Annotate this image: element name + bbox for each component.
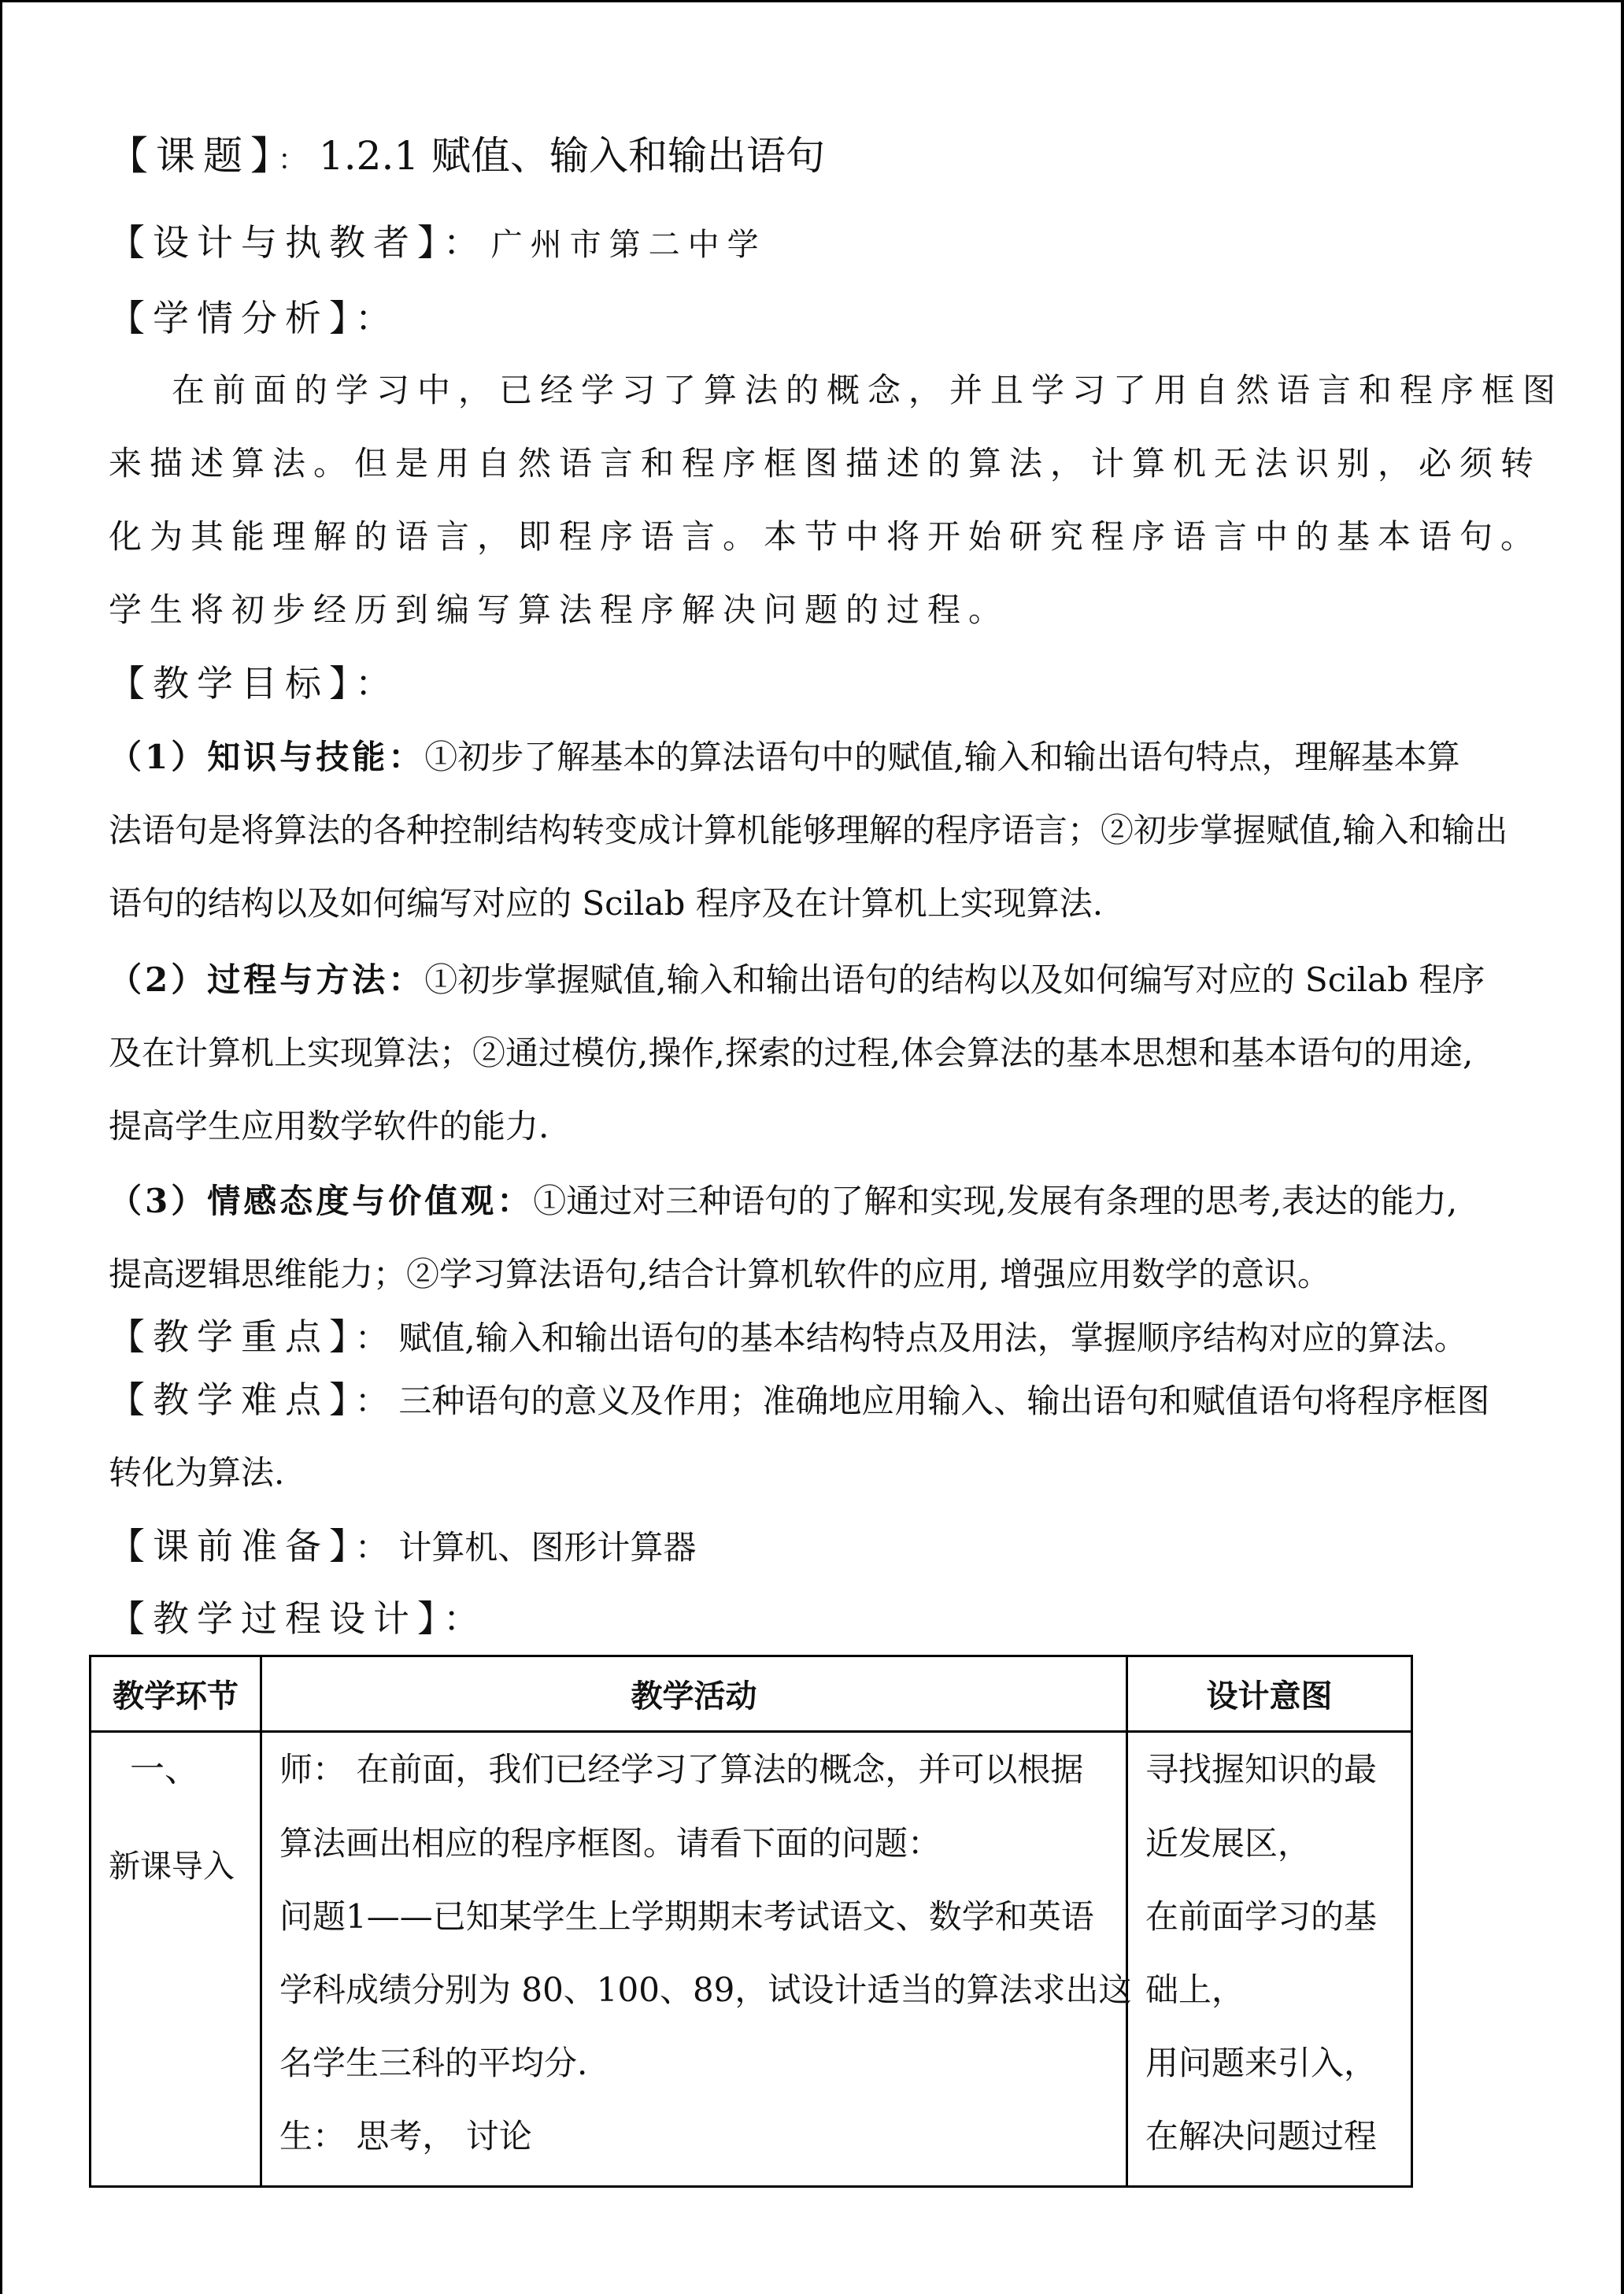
analysis-line-2: 来描述算法。但是用自然语言和程序框图描述的算法，计算机无法识别，必须转	[109, 444, 1542, 483]
difficulties-label: 【教学难点】	[109, 1378, 355, 1421]
goal-2-line-2: 及在计算机上实现算法；②通过模仿,操作,探索的过程,体会算法的基本思想和基本语句的用途,	[109, 1034, 1474, 1072]
designer-text: 广州市第二中学	[490, 227, 767, 263]
goal-3-line-2: 提高逻辑思维能力；②学习算法语句,结合计算机软件的应用, 增强应用数学的意识。	[109, 1255, 1331, 1293]
goal-2-line-1: （2）过程与方法：①初步掌握赋值,输入和输出语句的结构以及如何编写对应的 Scilab 程序	[109, 960, 1485, 999]
title-label: 【课题】	[109, 133, 278, 179]
difficulties-line: 【教学难点】： 三种语句的意义及作用；准确地应用输入、输出语句和赋值语句将程序框图	[109, 1378, 1490, 1421]
difficulties-cont: 转化为算法.	[109, 1453, 285, 1492]
activity-line-1: 师： 在前面，我们已经学习了算法的概念，并可以根据	[279, 1750, 1084, 1789]
analysis-line-3: 化为其能理解的语言，即程序语言。本节中将开始研究程序语言中的基本语句。	[109, 517, 1542, 556]
intent-line-2: 近发展区，	[1145, 1824, 1311, 1863]
designer-line: 【设计与执教者】： 广州市第二中学	[109, 221, 767, 264]
lesson-title: 【课题】： 1.2.1 赋值、输入和输出语句	[109, 133, 826, 179]
page-border-right	[1621, 0, 1624, 2294]
title-text: 1.2.1 赋值、输入和输出语句	[318, 133, 826, 179]
goal-1-line-2: 法语句是将算法的各种控制结构转变成计算机能够理解的程序语言；②初步掌握赋值,输入和输出	[109, 811, 1508, 849]
stage-name: 新课导入	[109, 1848, 235, 1885]
activity-line-4: 学科成绩分别为 80、100、89，试设计适当的算法求出这	[279, 1970, 1132, 2009]
table-header-intent: 设计意图	[1206, 1678, 1333, 1715]
intent-line-5: 用问题来引入，	[1145, 2044, 1378, 2082]
activity-line-5: 名学生三科的平均分.	[279, 2044, 588, 2082]
page-border-top	[0, 0, 1624, 2]
goal-1-heading: （1）知识与技能：	[109, 738, 425, 776]
analysis-line-4: 学生将初步经历到编写算法程序解决问题的过程。	[109, 590, 1010, 629]
activity-line-2: 算法画出相应的程序框图。请看下面的问题：	[279, 1824, 941, 1863]
preparation-line: 【课前准备】： 计算机、图形计算器	[109, 1525, 697, 1567]
designer-label: 【设计与执教者】	[109, 221, 443, 264]
stage-number: 一、	[130, 1749, 199, 1789]
goal-3-line-1: （3）情感态度与价值观：①通过对三种语句的了解和实现,发展有条理的思考,表达的能力,	[109, 1182, 1458, 1220]
process-heading: 【教学过程设计】：	[109, 1597, 479, 1640]
goal-1-line-1: （1）知识与技能：①初步了解基本的算法语句中的赋值,输入和输出语句特点，理解基本算	[109, 738, 1460, 776]
key-points-text: 赋值,输入和输出语句的基本结构特点及用法，掌握顺序结构对应的算法。	[398, 1319, 1467, 1357]
preparation-label: 【课前准备】	[109, 1525, 355, 1567]
key-points-label: 【教学重点】	[109, 1315, 355, 1358]
page-border-left	[0, 0, 2, 2294]
table-header-activity: 教学活动	[631, 1678, 757, 1715]
activity-line-6: 生： 思考， 讨论	[279, 2117, 532, 2155]
preparation-text: 计算机、图形计算器	[398, 1528, 697, 1567]
analysis-heading: 【学情分析】：	[109, 297, 391, 339]
intent-line-1: 寻找握知识的最	[1145, 1750, 1378, 1789]
goal-1-line-3: 语句的结构以及如何编写对应的 Scilab 程序及在计算机上实现算法.	[109, 884, 1104, 923]
difficulties-text: 三种语句的意义及作用；准确地应用输入、输出语句和赋值语句将程序框图	[398, 1382, 1490, 1420]
goal-3-heading: （3）情感态度与价值观：	[109, 1182, 534, 1220]
intent-line-3: 在前面学习的基	[1145, 1897, 1378, 1936]
goal-2-heading: （2）过程与方法：	[109, 960, 425, 999]
table-header-stage: 教学环节	[113, 1678, 239, 1715]
activity-line-3: 问题1——已知某学生上学期期末考试语文、数学和英语	[279, 1897, 1094, 1936]
goals-heading: 【教学目标】：	[109, 662, 391, 705]
table-col-divider-1	[260, 1655, 262, 2188]
table-col-divider-2	[1126, 1655, 1128, 2188]
goal-2-line-3: 提高学生应用数学软件的能力.	[109, 1107, 549, 1145]
intent-line-4: 础上，	[1145, 1970, 1245, 2009]
table-header-divider	[89, 1730, 1413, 1733]
analysis-line-1: 在前面的学习中，已经学习了算法的概念，并且学习了用自然语言和程序框图	[172, 371, 1564, 409]
intent-line-6: 在解决问题过程	[1145, 2117, 1378, 2155]
key-points-line: 【教学重点】： 赋值,输入和输出语句的基本结构特点及用法，掌握顺序结构对应的算法。	[109, 1315, 1467, 1358]
